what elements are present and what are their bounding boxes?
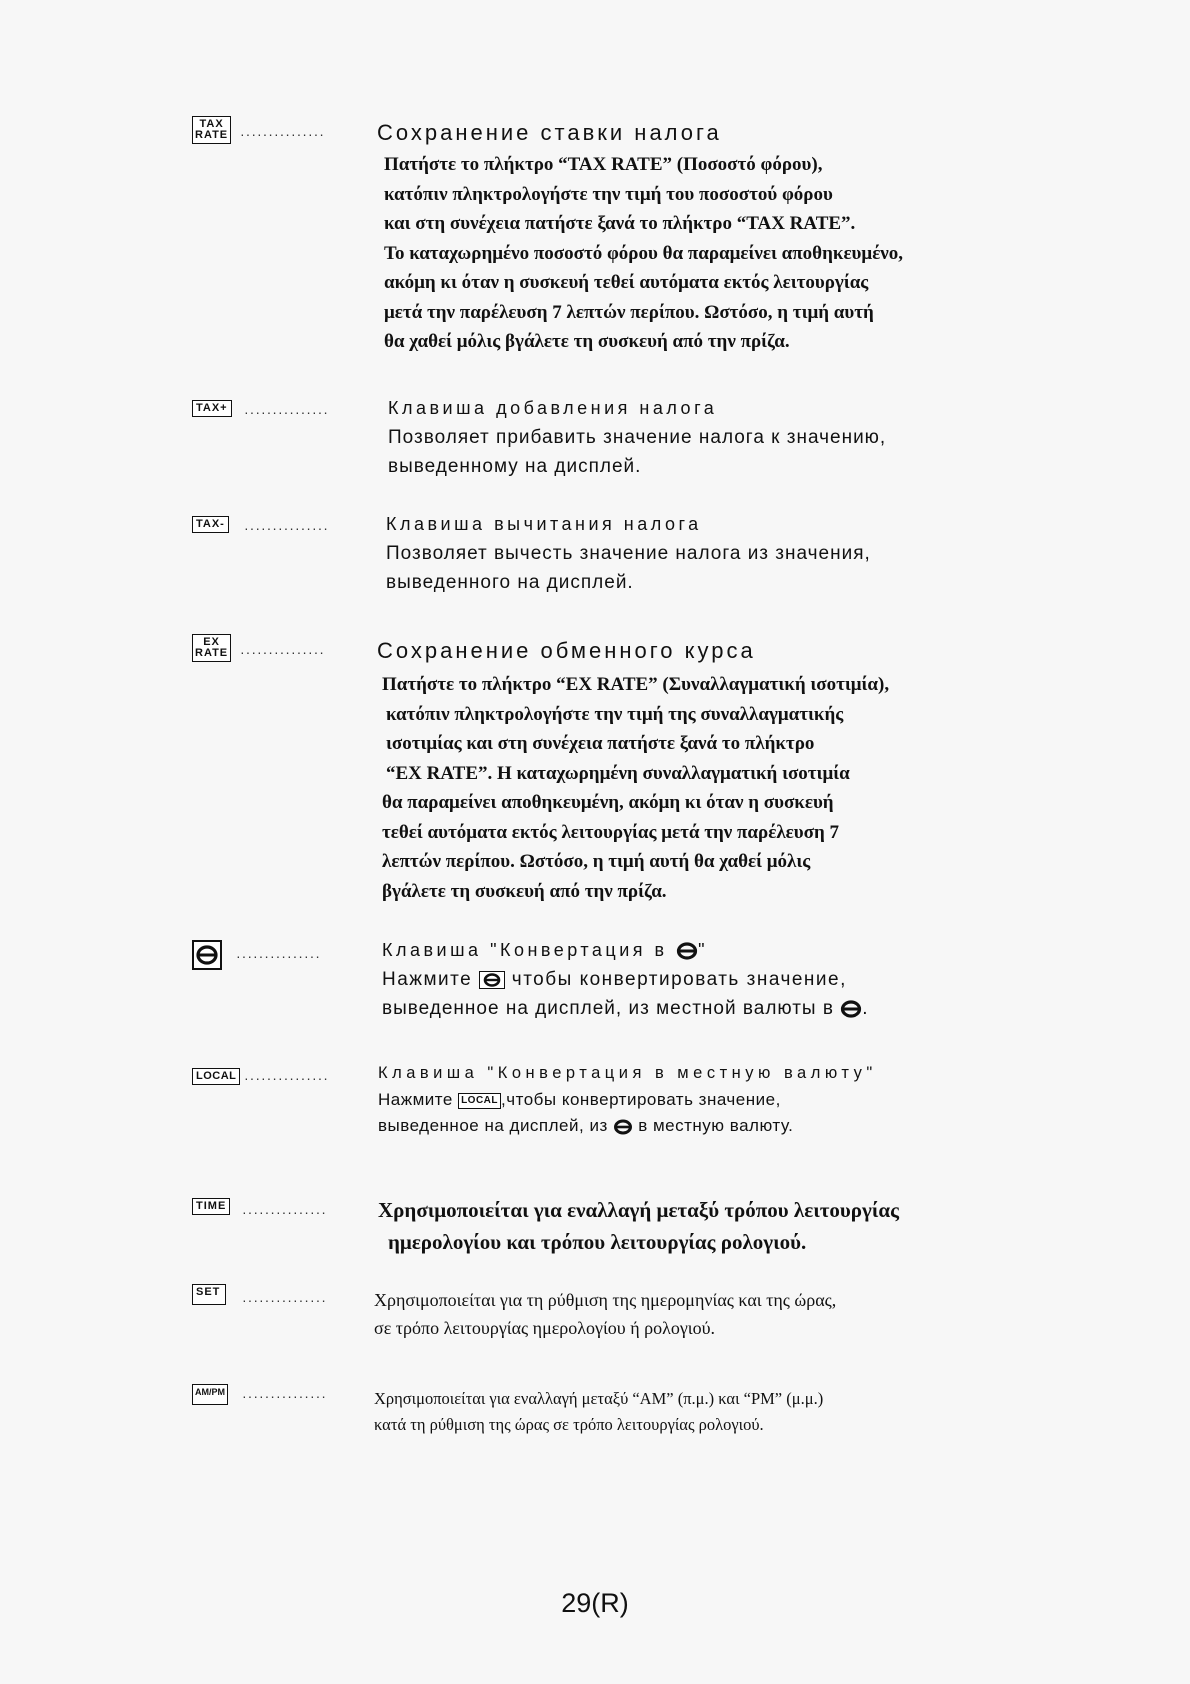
entry-title: Клавиша вычитания налога	[386, 514, 702, 534]
dot-leader: ···············	[236, 948, 321, 964]
text-line: выведенное на дисплей, из местной валюты в .	[382, 998, 869, 1019]
text-line: ισοτιμίας και στη συνέχεια πατήστε ξανά το πλήκτρο	[386, 733, 815, 754]
dot-leader: ···············	[244, 1070, 329, 1086]
dot-leader: ···············	[244, 520, 329, 536]
text-line: Πατήστε το πλήκτρο “EX RATE” (Συναλλαγματική ισοτιμία),	[382, 674, 890, 695]
entry-body	[377, 120, 904, 357]
text-line: Χρησιμοποιείται για τη ρύθμιση της ημερομηνίας και της ώρας,	[374, 1290, 837, 1310]
euro-symbol-icon	[676, 942, 698, 960]
text-line: Πατήστε το πλήκτρο “TAX RATE” (Ποσοστό φόρου),	[384, 154, 823, 175]
text-line: “EX RATE”. Η καταχωρημένη συναλλαγματική ισοτιμία	[386, 762, 850, 784]
page-number: 29(R)	[561, 1588, 629, 1618]
entry-body	[378, 1194, 899, 1258]
text-line: Χρησιμοποιείται για εναλλαγή μεταξύ “AM” (π.μ.) και “PM” (μ.μ.)	[374, 1389, 824, 1408]
text-line: τεθεί αυτόματα εκτός λειτουργίας μετά την παρέλευση 7	[382, 821, 840, 843]
text-line: θα παραμείνει αποθηκευμένη, ακόμη κι όταν η συσκευή	[382, 792, 834, 813]
euro-symbol-icon	[613, 1119, 633, 1135]
text-line: ημερολογίου και τρόπου λειτουργίας ρολογιού.	[388, 1230, 807, 1254]
text-line: Το καταχωρημένο ποσοστό φόρου θα παραμείνει αποθηκευμένο,	[384, 242, 904, 264]
text-line: выведенному на дисплей.	[388, 456, 642, 477]
entry-body	[386, 514, 871, 597]
dot-leader: ···············	[240, 126, 325, 142]
text-line: κατόπιν πληκτρολογήστε την τιμή του ποσοστού φόρου	[384, 183, 833, 205]
dot-leader: ···············	[244, 404, 329, 420]
entry-body	[377, 638, 890, 906]
text-line: Позволяет вычесть значение налога из значения,	[386, 543, 871, 564]
entry-title: Клавиша добавления налога	[388, 398, 718, 418]
text-line: выведенное на дисплей, из в местную валюту.	[378, 1116, 794, 1135]
entry-title: Клавиша "Конвертация в "	[382, 940, 709, 960]
text-line: θα χαθεί μόλις βγάλετε τη συσκευή από την πρίζα.	[384, 331, 790, 352]
dot-leader: ···············	[242, 1388, 327, 1404]
text-line: κατά τη ρύθμιση της ώρας σε τρόπο λειτουργίας ρολογιού.	[374, 1415, 764, 1434]
entry-title: Сохранение обменного курса	[377, 638, 756, 663]
text-line: κατόπιν πληκτρολογήστε την τιμή της συναλλαγματικής	[386, 703, 844, 725]
entry-body	[382, 940, 869, 1023]
entry-title: Клавиша "Конвертация в местную валюту"	[378, 1064, 877, 1082]
time-key-icon: TIME	[192, 1198, 230, 1215]
ex-rate-key-icon: EX RATE	[192, 634, 231, 662]
euro-coin-icon	[196, 945, 218, 965]
local-key-icon: LOCAL	[192, 1068, 240, 1085]
entry-body	[378, 1064, 877, 1139]
entry-body	[388, 398, 886, 481]
dot-leader: ···············	[242, 1204, 327, 1220]
set-key-icon: SET	[192, 1284, 226, 1305]
tax-minus-key-icon: TAX-	[192, 516, 229, 533]
euro-key-icon	[192, 940, 222, 970]
entry-body	[374, 1386, 823, 1438]
am-pm-key-icon: AM/PM	[192, 1384, 228, 1405]
dot-leader: ···············	[240, 644, 325, 660]
text-line: βγάλετε τη συσκευή από την πρίζα.	[382, 880, 667, 902]
tax-plus-key-icon: TAX+	[192, 400, 232, 417]
text-line: ακόμη κι όταν η συσκευή τεθεί αυτόματα εκτός λειτουργίας	[384, 272, 869, 293]
text-line: выведенного на дисплей.	[386, 572, 634, 593]
entry-body	[374, 1286, 836, 1342]
local-inline-key-icon: LOCAL	[458, 1093, 501, 1109]
euro-inline-key-icon	[479, 971, 505, 989]
text-line: Нажмите чтобы конвертировать значение,	[382, 969, 847, 990]
dot-leader: ···············	[242, 1292, 327, 1308]
text-line: σε τρόπο λειτουργίας ημερολογίου ή ρολογιού.	[374, 1318, 716, 1338]
text-line: και στη συνέχεια πατήστε ξανά το πλήκτρο “TAX RATE”.	[384, 213, 856, 234]
entry-title: Сохранение ставки налога	[377, 120, 722, 145]
text-line: Нажмите LOCAL ,чтобы конвертировать значение,	[378, 1090, 781, 1109]
text-line: Позволяет прибавить значение налога к значению,	[388, 427, 887, 448]
text-line: μετά την παρέλευση 7 λεπτών περίπου. Ωστόσο, η τιμή αυτή	[384, 301, 874, 323]
text-line: λεπτών περίπου. Ωστόσο, η τιμή αυτή θα χαθεί μόλις	[382, 851, 811, 872]
euro-symbol-icon	[840, 1000, 862, 1018]
tax-rate-key-icon: TAX RATE	[192, 116, 231, 144]
text-line: Χρησιμοποιείται για εναλλαγή μεταξύ τρόπου λειτουργίας	[378, 1198, 899, 1222]
